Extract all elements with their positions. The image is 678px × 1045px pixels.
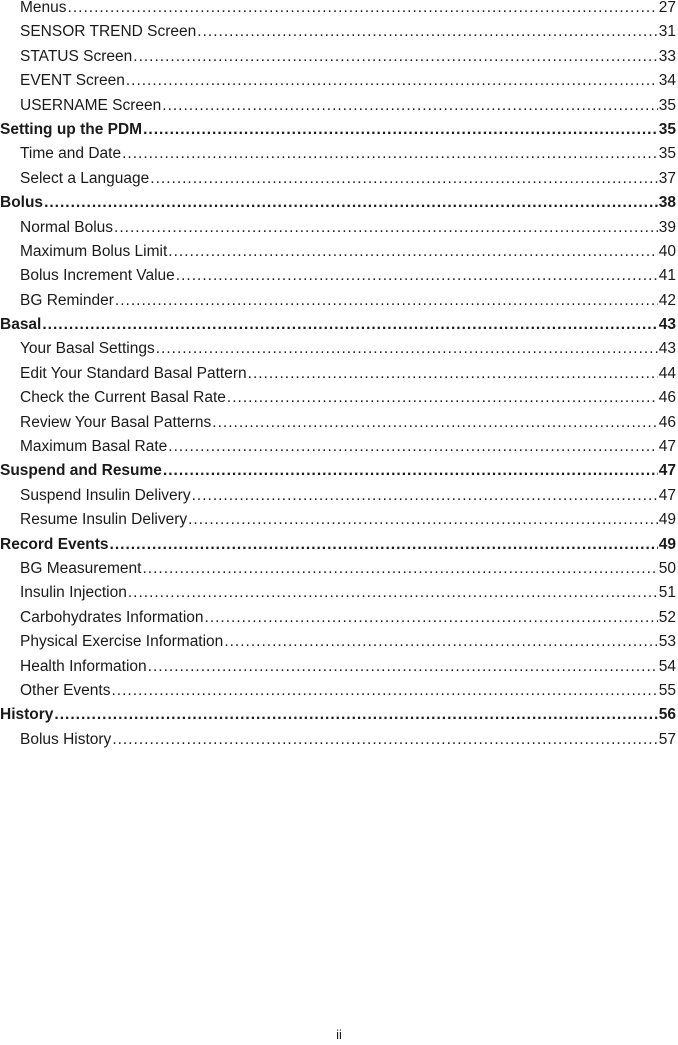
- toc-entry-title: Maximum Basal Rate: [20, 438, 168, 456]
- toc-subsection-entry[interactable]: [0, 45, 676, 69]
- toc-entry-title: Record Events: [0, 535, 109, 553]
- toc-entry-title: Normal Bolus: [20, 218, 114, 236]
- toc-dot-leader: [142, 557, 657, 581]
- toc-subsection-entry[interactable]: [0, 94, 676, 118]
- toc-dot-leader: [205, 606, 658, 630]
- toc-dot-leader: [122, 142, 658, 166]
- toc-entry-page: 57: [658, 730, 676, 748]
- toc-subsection-entry[interactable]: [0, 362, 676, 386]
- toc-entry-title: Bolus Increment Value: [20, 267, 175, 285]
- toc-entry-title: Health Information: [20, 657, 147, 675]
- toc-entry-page: 51: [658, 584, 676, 602]
- toc-subsection-entry[interactable]: [0, 337, 676, 361]
- toc-dot-leader: [150, 167, 657, 191]
- toc-section-entry[interactable]: [0, 703, 676, 727]
- toc-entry-page: 43: [658, 340, 676, 358]
- toc-entry-page: 47: [658, 438, 676, 456]
- toc-entry-page: 42: [658, 291, 676, 309]
- toc-entry-page: 41: [658, 267, 676, 285]
- toc-entry-title: Other Events: [20, 681, 111, 699]
- toc-subsection-entry[interactable]: [0, 289, 676, 313]
- toc-entry-page: 39: [658, 218, 676, 236]
- toc-entry-title: Edit Your Standard Basal Pattern: [20, 364, 247, 382]
- toc-subsection-entry[interactable]: [0, 606, 676, 630]
- toc-dot-leader: [168, 240, 657, 264]
- toc-dot-leader: [162, 94, 657, 118]
- toc-entry-page: 49: [658, 511, 676, 529]
- toc-dot-leader: [176, 264, 658, 288]
- toc-dot-leader: [224, 630, 657, 654]
- toc-entry-page: 46: [658, 389, 676, 407]
- toc-entry-title: Bolus History: [20, 730, 112, 748]
- toc-dot-leader: [42, 313, 657, 337]
- toc-entry-page: 47: [658, 462, 676, 480]
- toc-dot-leader: [156, 337, 658, 361]
- toc-subsection-entry[interactable]: [0, 557, 676, 581]
- toc-dot-leader: [163, 459, 658, 483]
- toc-section-entry[interactable]: [0, 191, 676, 215]
- toc-dot-leader: [248, 362, 658, 386]
- toc-entry-title: USERNAME Screen: [20, 96, 162, 114]
- toc-entry-title: Your Basal Settings: [20, 340, 155, 358]
- toc-entry-title: Resume Insulin Delivery: [20, 511, 188, 529]
- toc-dot-leader: [168, 435, 657, 459]
- toc-entry-page: 43: [658, 316, 676, 334]
- toc-dot-leader: [114, 216, 658, 240]
- toc-dot-leader: [192, 484, 658, 508]
- toc-entry-title: BG Reminder: [20, 291, 114, 309]
- page-number: ii: [336, 1027, 342, 1042]
- toc-entry-page: 35: [658, 96, 676, 114]
- toc-dot-leader: [112, 728, 657, 752]
- toc-subsection-entry[interactable]: [0, 264, 676, 288]
- toc-entry-title: SENSOR TREND Screen: [20, 23, 197, 41]
- toc-entry-page: 35: [658, 145, 676, 163]
- toc-subsection-entry[interactable]: [0, 508, 676, 532]
- toc-entry-page: 52: [658, 608, 676, 626]
- toc-entry-title: Select a Language: [20, 169, 150, 187]
- toc-entry-title: Review Your Basal Patterns: [20, 413, 212, 431]
- toc-subsection-entry[interactable]: [0, 386, 676, 410]
- toc-entry-page: 49: [658, 535, 676, 553]
- toc-dot-leader: [212, 411, 657, 435]
- toc-section-entry[interactable]: [0, 313, 676, 337]
- toc-subsection-entry[interactable]: [0, 0, 676, 20]
- toc-entry-page: 27: [658, 0, 676, 16]
- toc-dot-leader: [133, 45, 657, 69]
- toc-entry-title: Insulin Injection: [20, 584, 127, 602]
- toc-section-entry[interactable]: [0, 533, 676, 557]
- toc-entry-page: 33: [658, 47, 676, 65]
- toc-dot-leader: [44, 191, 658, 215]
- toc-dot-leader: [128, 581, 658, 605]
- toc-subsection-entry[interactable]: [0, 216, 676, 240]
- toc-entry-page: 40: [658, 242, 676, 260]
- toc-entry-title: Suspend and Resume: [0, 462, 162, 480]
- toc-subsection-entry[interactable]: [0, 655, 676, 679]
- toc-dot-leader: [68, 0, 658, 20]
- toc-entry-page: 35: [658, 120, 676, 138]
- toc-section-entry[interactable]: [0, 459, 676, 483]
- toc-entry-title: EVENT Screen: [20, 72, 125, 90]
- toc-dot-leader: [126, 69, 658, 93]
- toc-entry-title: BG Measurement: [20, 559, 142, 577]
- toc-entry-title: History: [0, 706, 54, 724]
- toc-entry-page: 54: [658, 657, 676, 675]
- toc-entry-title: Suspend Insulin Delivery: [20, 486, 191, 504]
- toc-subsection-entry[interactable]: [0, 20, 676, 44]
- toc-dot-leader: [111, 679, 657, 703]
- toc-subsection-entry[interactable]: [0, 728, 676, 752]
- toc-section-entry[interactable]: [0, 118, 676, 142]
- toc-subsection-entry[interactable]: [0, 484, 676, 508]
- toc-entry-title: Setting up the PDM: [0, 120, 143, 138]
- toc-entry-title: Basal: [0, 316, 42, 334]
- toc-entry-title: Time and Date: [20, 145, 122, 163]
- toc-dot-leader: [115, 289, 658, 313]
- toc-dot-leader: [54, 703, 657, 727]
- toc-dot-leader: [197, 20, 657, 44]
- toc-entry-page: 37: [658, 169, 676, 187]
- toc-dot-leader: [188, 508, 658, 532]
- toc-entry-title: Menus: [20, 0, 67, 16]
- toc-entry-page: 47: [658, 486, 676, 504]
- toc-entry-title: Physical Exercise Information: [20, 633, 224, 651]
- toc-entry-page: 56: [658, 706, 676, 724]
- toc-dot-leader: [227, 386, 658, 410]
- toc-entry-title: Maximum Bolus Limit: [20, 242, 168, 260]
- toc-subsection-entry[interactable]: [0, 411, 676, 435]
- toc-subsection-entry[interactable]: [0, 69, 676, 93]
- toc-entry-page: 31: [658, 23, 676, 41]
- toc-entry-page: 38: [658, 194, 676, 212]
- toc-subsection-entry[interactable]: [0, 679, 676, 703]
- toc-entry-page: 53: [658, 633, 676, 651]
- toc-subsection-entry[interactable]: [0, 142, 676, 166]
- toc-entry-title: STATUS Screen: [20, 47, 133, 65]
- toc-subsection-entry[interactable]: [0, 581, 676, 605]
- toc-entry-page: 55: [658, 681, 676, 699]
- toc-entry-page: 46: [658, 413, 676, 431]
- toc-entry-page: 34: [658, 72, 676, 90]
- toc-entry-page: 44: [658, 364, 676, 382]
- toc-dot-leader: [148, 655, 658, 679]
- toc-subsection-entry[interactable]: [0, 240, 676, 264]
- toc-subsection-entry[interactable]: [0, 435, 676, 459]
- toc-entry-title: Bolus: [0, 194, 44, 212]
- toc-subsection-entry[interactable]: [0, 167, 676, 191]
- toc-entry-page: 50: [658, 559, 676, 577]
- toc-dot-leader: [143, 118, 658, 142]
- toc-entry-title: Check the Current Basal Rate: [20, 389, 226, 407]
- toc-dot-leader: [110, 533, 658, 557]
- toc-entry-title: Carbohydrates Information: [20, 608, 204, 626]
- toc-subsection-entry[interactable]: [0, 630, 676, 654]
